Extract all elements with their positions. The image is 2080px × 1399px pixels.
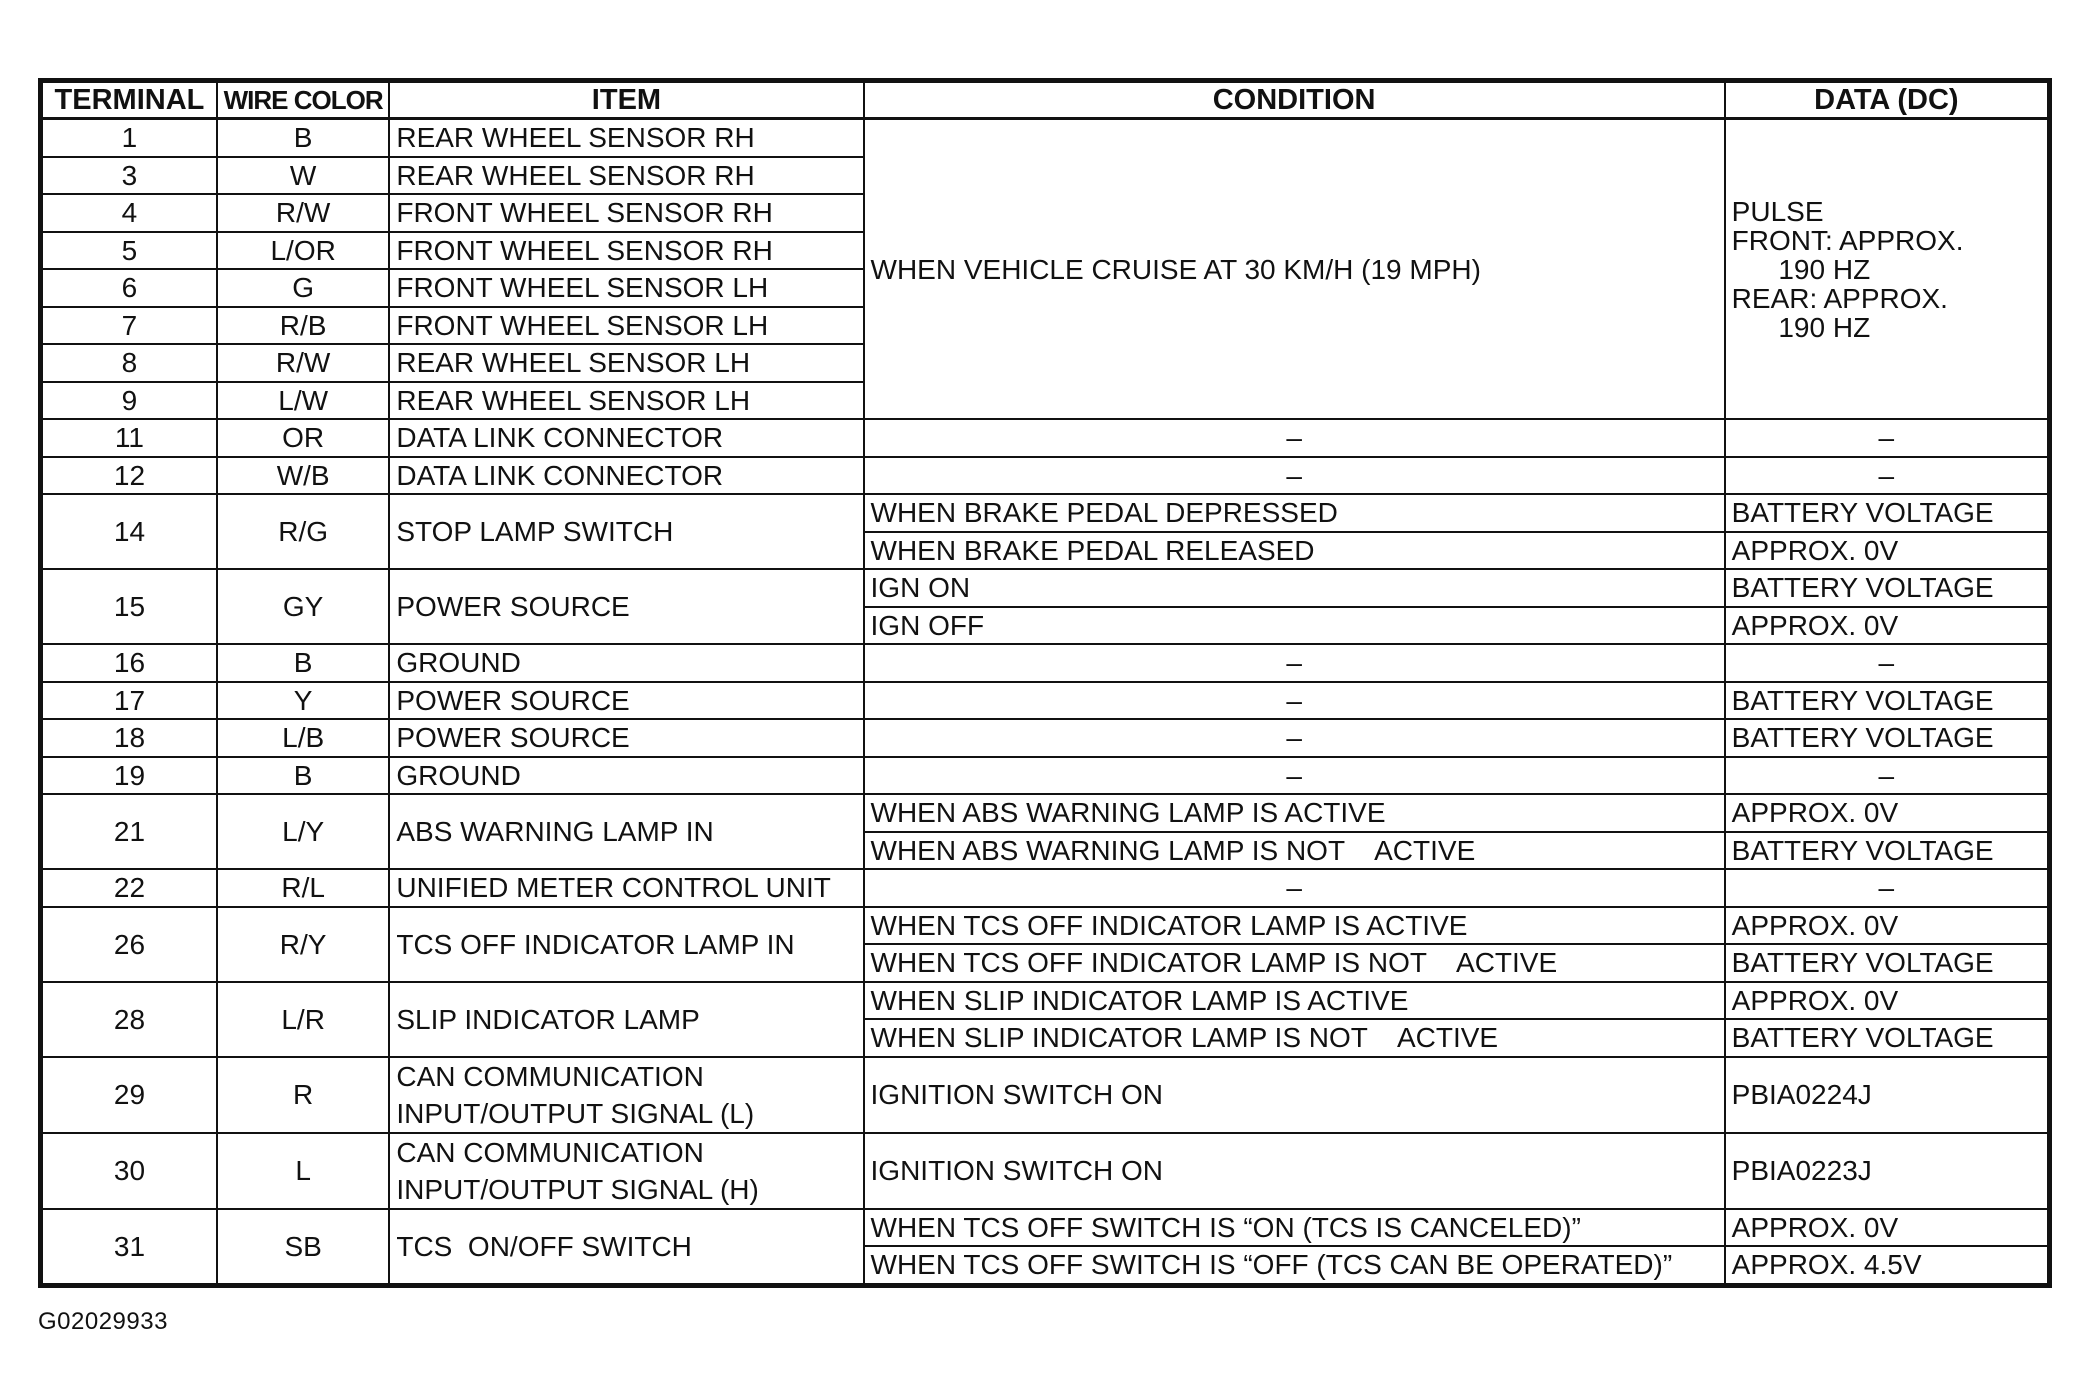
item-cell: SLIP INDICATOR LAMP [389,982,863,1057]
item-cell: CAN COMMUNICATION INPUT/OUTPUT SIGNAL (H) [389,1133,863,1209]
wire-color-cell: R/Y [217,907,389,982]
wire-color-cell: R/W [217,344,389,382]
data-line: 190 HZ [1731,253,1871,285]
header-condition: CONDITION [864,81,1725,119]
terminal-cell: 16 [41,644,217,682]
terminal-cell: 31 [41,1209,217,1286]
data-cell: BATTERY VOLTAGE [1725,569,2050,607]
data-line: REAR: APPROX. [1731,282,1948,314]
terminal-cell: 7 [41,307,217,345]
wire-color-cell: SB [217,1209,389,1286]
terminal-cell: 21 [41,794,217,869]
wire-color-cell: G [217,269,389,307]
condition-cell: WHEN TCS OFF INDICATOR LAMP IS ACTIVE [864,907,1725,945]
item-cell: REAR WHEEL SENSOR LH [389,382,863,420]
condition-cell: – [864,419,1725,457]
item-cell: REAR WHEEL SENSOR LH [389,344,863,382]
table-row [41,719,2050,757]
item-cell: POWER SOURCE [389,719,863,757]
data-cell: APPROX. 0V [1725,532,2050,570]
terminal-cell: 29 [41,1057,217,1133]
header-wire-color: WIRE COLOR [217,81,389,119]
table-row [41,119,2050,157]
table-header-row [41,81,2050,119]
table-row [41,1209,2050,1247]
wire-color-cell: L/R [217,982,389,1057]
table-row [41,644,2050,682]
condition-cell: WHEN TCS OFF SWITCH IS “OFF (TCS CAN BE OPERATED)” [864,1246,1725,1285]
condition-cell: IGNITION SWITCH ON [864,1057,1725,1133]
data-cell: – [1725,419,2050,457]
data-cell: – [1725,644,2050,682]
table-row [41,982,2050,1020]
wire-color-cell: W/B [217,457,389,495]
condition-cell: – [864,757,1725,795]
condition-cell: WHEN ABS WARNING LAMP IS NOT ACTIVE [864,832,1725,870]
wire-color-cell: R/G [217,494,389,569]
data-cell: – [1725,869,2050,907]
data-cell: BATTERY VOLTAGE [1725,494,2050,532]
data-cell: – [1725,757,2050,795]
terminal-cell: 22 [41,869,217,907]
data-cell: BATTERY VOLTAGE [1725,1019,2050,1057]
terminal-cell: 6 [41,269,217,307]
header-item: ITEM [389,81,863,119]
condition-cell: WHEN TCS OFF INDICATOR LAMP IS NOT ACTIVE [864,944,1725,982]
terminal-data-table [38,78,2052,1288]
condition-cell: WHEN VEHICLE CRUISE AT 30 KM/H (19 MPH) [864,119,1725,420]
data-cell: PBIA0224J [1725,1057,2050,1133]
figure-id-label: G02029933 [38,1308,168,1335]
item-cell: CAN COMMUNICATION INPUT/OUTPUT SIGNAL (L) [389,1057,863,1133]
item-cell: STOP LAMP SWITCH [389,494,863,569]
data-cell: PBIA0223J [1725,1133,2050,1209]
item-cell: ABS WARNING LAMP IN [389,794,863,869]
table-row [41,494,2050,532]
terminal-cell: 28 [41,982,217,1057]
terminal-cell: 12 [41,457,217,495]
condition-cell: IGN ON [864,569,1725,607]
item-cell: REAR WHEEL SENSOR RH [389,119,863,157]
condition-cell: WHEN BRAKE PEDAL RELEASED [864,532,1725,570]
wire-color-cell: L/W [217,382,389,420]
item-cell: REAR WHEEL SENSOR RH [389,157,863,195]
data-cell: APPROX. 0V [1725,907,2050,945]
data-cell-pulse [1725,119,2050,420]
terminal-cell: 8 [41,344,217,382]
wire-color-cell: GY [217,569,389,644]
table-row [41,1057,2050,1133]
wire-color-cell: R/W [217,194,389,232]
item-cell: DATA LINK CONNECTOR [389,419,863,457]
table-row [41,869,2050,907]
item-cell: GROUND [389,757,863,795]
data-cell: APPROX. 0V [1725,607,2050,645]
wire-color-cell: B [217,119,389,157]
wire-color-cell: OR [217,419,389,457]
terminal-cell: 18 [41,719,217,757]
condition-cell: WHEN SLIP INDICATOR LAMP IS NOT ACTIVE [864,1019,1725,1057]
condition-cell: – [864,719,1725,757]
wire-color-cell: L [217,1133,389,1209]
condition-cell: IGN OFF [864,607,1725,645]
terminal-cell: 5 [41,232,217,270]
terminal-cell: 4 [41,194,217,232]
terminal-cell: 15 [41,569,217,644]
data-cell: APPROX. 0V [1725,794,2050,832]
wire-color-cell: B [217,757,389,795]
condition-cell: – [864,682,1725,720]
data-cell: BATTERY VOLTAGE [1725,682,2050,720]
item-cell: UNIFIED METER CONTROL UNIT [389,869,863,907]
wire-color-cell: R/B [217,307,389,345]
data-cell: – [1725,457,2050,495]
wire-color-cell: L/OR [217,232,389,270]
data-cell: APPROX. 0V [1725,1209,2050,1247]
table-row [41,457,2050,495]
terminal-cell: 3 [41,157,217,195]
header-terminal: TERMINAL [41,81,217,119]
table-row [41,757,2050,795]
wire-color-cell: Y [217,682,389,720]
wire-color-cell: R [217,1057,389,1133]
wire-color-cell: L/B [217,719,389,757]
terminal-cell: 19 [41,757,217,795]
table-row [41,569,2050,607]
item-cell: FRONT WHEEL SENSOR RH [389,194,863,232]
condition-cell: IGNITION SWITCH ON [864,1133,1725,1209]
terminal-cell: 26 [41,907,217,982]
condition-cell: WHEN TCS OFF SWITCH IS “ON (TCS IS CANCELED)” [864,1209,1725,1247]
data-cell: APPROX. 0V [1725,982,2050,1020]
terminal-cell: 17 [41,682,217,720]
data-line: FRONT: APPROX. [1731,224,1964,256]
data-cell: BATTERY VOLTAGE [1725,719,2050,757]
item-cell: DATA LINK CONNECTOR [389,457,863,495]
table-row [41,419,2050,457]
terminal-cell: 14 [41,494,217,569]
wire-color-cell: R/L [217,869,389,907]
terminal-cell: 30 [41,1133,217,1209]
item-cell: TCS ON/OFF SWITCH [389,1209,863,1286]
item-cell: FRONT WHEEL SENSOR RH [389,232,863,270]
header-data: DATA (DC) [1725,81,2050,119]
table-row [41,682,2050,720]
condition-cell: – [864,644,1725,682]
item-cell: GROUND [389,644,863,682]
data-line: 190 HZ [1731,311,1871,343]
table-row [41,1133,2050,1209]
condition-cell: WHEN SLIP INDICATOR LAMP IS ACTIVE [864,982,1725,1020]
condition-cell: – [864,457,1725,495]
condition-cell: WHEN BRAKE PEDAL DEPRESSED [864,494,1725,532]
condition-cell: WHEN ABS WARNING LAMP IS ACTIVE [864,794,1725,832]
terminal-cell: 11 [41,419,217,457]
wire-color-cell: B [217,644,389,682]
wire-color-cell: W [217,157,389,195]
data-cell: BATTERY VOLTAGE [1725,832,2050,870]
item-cell: POWER SOURCE [389,682,863,720]
table-row [41,794,2050,832]
terminal-cell: 9 [41,382,217,420]
condition-cell: – [864,869,1725,907]
item-cell: FRONT WHEEL SENSOR LH [389,307,863,345]
item-cell: FRONT WHEEL SENSOR LH [389,269,863,307]
wire-color-cell: L/Y [217,794,389,869]
item-cell: POWER SOURCE [389,569,863,644]
data-cell: BATTERY VOLTAGE [1725,944,2050,982]
item-cell: TCS OFF INDICATOR LAMP IN [389,907,863,982]
terminal-cell: 1 [41,119,217,157]
table-row [41,907,2050,945]
data-cell: APPROX. 4.5V [1725,1246,2050,1285]
data-line: PULSE [1731,195,1824,227]
